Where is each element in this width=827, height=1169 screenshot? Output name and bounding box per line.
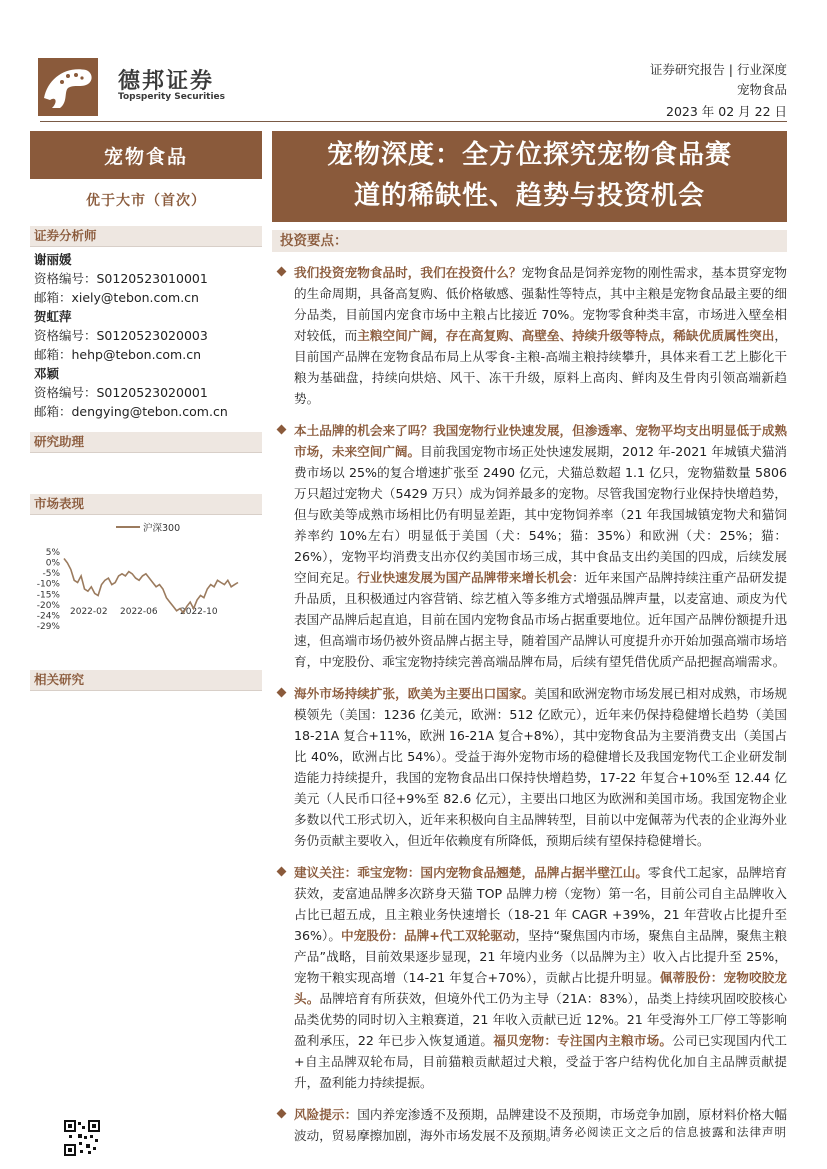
y-tick-label: -15% <box>36 590 60 601</box>
point-paragraph: 风险提示：国内养宠渗透不及预期，品牌建设不及预期，市场竞争加剧，原材料价格大幅波动，贸易摩擦加剧，海外市场发展不及预期。 <box>272 1104 787 1146</box>
point-paragraph: 海外市场持续扩张，欧美为主要出口国家。美国和欧洲宠物市场发展已相对成熟，市场规模领先（美国：1236 亿美元，欧洲：512 亿欧元），近年来仍保持稳健增长趋势（美国 18-21A 复合+11%，欧洲 16-21A 复合+8%），其中宠物食品为主要消费支出（美国占比 40%，欧洲占比 54%）。受益于海外宠物市场的稳健增长及我国宠物代工企业研发制造能力持续提升，我国的宠物食品出口保持快增趋势，17-22 年复合+10%至 12.44 亿美元（人民币口径+9%至 82.6 亿元），主要出口地区为欧洲和美国市场。我国宠物企业多数以代工形式切入，近年来积极向自主品牌转型，目前以中宠佩蒂为代表的企业海外业务仍贡献主要收入，但近年依赖度有所降低，预期后续有望保持稳健增长。 <box>272 683 787 851</box>
market-performance-chart <box>30 516 262 636</box>
analyst-email[interactable]: 邮箱：hehp@tebon.com.cn <box>34 347 202 362</box>
market-section-header <box>30 494 262 515</box>
assistant-title: 研究助理 <box>34 434 85 449</box>
analyst-email[interactable]: 邮箱：dengying@tebon.com.cn <box>34 404 228 419</box>
analyst-cert: 资格编号：S0120523020001 <box>34 385 208 400</box>
analysts-list <box>34 250 262 421</box>
point-paragraph: 本土品牌的机会来了吗？我国宠物行业快速发展，但渗透率、宠物平均支出明显低于成熟市场，未来空间广阔。目前我国宠物市场正处快速发展期，2012 年-2021 年城镇犬猫消费市场以 25%的复合增速扩张至 2490 亿元，犬猫总数超 1.1 亿只，宠物猫数量 5806 万只超过宠物犬（5429 万只）成为饲养最多的宠物。尽管我国宠物行业保持快增趋势，但与欧美等成熟市场相比仍有明显差距，其中宠物饲养率（21 年我国城镇宠物犬和猫饲养率约 10%左右）明显低于美国（犬：54%；猫：35%）和欧洲（犬：25%；猫：26%），宠物平均消费支出亦仅约美国市场三成，其中食品支出约美国的四成，后续发展空间充足。行业快速发展为国产品牌带来增长机会：近年来国产品牌持续注重产品研发提升品质，且积极通过内容营销、综艺植入等多维方式增强品牌声量，以麦富迪、顽皮为代表国产品牌后起直追，目前在国内宠物食品市场占据重要地位。近年国产品牌份额提升迅速，但高端市场仍被外资品牌占据主导，随着国产品牌认可度提升亦开始加强高端市场培育，中宠股份、乖宝宠物持续完善高端品牌布局，后续有望凭借优质产品把握高端需求。 <box>272 420 787 672</box>
title-line-2: 道的稀缺性、趋势与投资机会 <box>353 181 705 211</box>
related-title: 相关研究 <box>34 672 85 687</box>
point-paragraph: 我们投资宠物食品时，我们在投资什么？宠物食品是饲养宠物的刚性需求，基本贯穿宠物的生命周期，具备高复购、低价格敏感、强黏性等特点，其中主粮是宠物食品最主要的细分品类，目前国内宠食市场中主粮占比接近 70%。宠物零食种类丰富，市场进入壁垒相对较低，而主粮空间广阔，存在高复购、高壁垒、持续升级等特点，稀缺优质属性突出，目前国产品牌在宠物食品布局上从零食-主粮-高端主粮持续攀升，具体来看工艺上膨化干粮为基础盘，持续向烘焙、风干、冻干升级，原料上高肉、鲜肉及生骨肉引领高端新趋势。 <box>272 262 787 409</box>
related-section-header <box>30 670 262 691</box>
analyst-cert: 资格编号：S0120523020003 <box>34 328 208 343</box>
x-tick-label: 2022-06 <box>120 607 158 617</box>
legend-label: 沪深300 <box>143 523 181 534</box>
report-date: 2023 年 02 月 22 日 <box>666 104 787 119</box>
qr-code-icon <box>64 1120 100 1156</box>
report-type: 证券研究报告 | 行业深度 <box>649 62 787 77</box>
analyst-name: 谢丽媛 <box>34 252 72 267</box>
key-points-header <box>272 230 787 252</box>
diamond-bullet-icon <box>277 1109 287 1119</box>
y-tick-label: -29% <box>36 622 60 632</box>
assistant-section-header <box>30 432 262 453</box>
y-tick-label: -24% <box>36 611 60 622</box>
y-tick-label: 5% <box>45 548 60 558</box>
analysts-section-header <box>30 226 262 247</box>
key-points-body <box>272 262 787 1157</box>
rating-label: 优于大市（首次） <box>86 193 206 209</box>
title-line-1: 宠物深度：全方位探究宠物食品赛 <box>326 140 732 170</box>
brand-logo <box>38 58 98 116</box>
footer-disclaimer: 请务必阅读正文之后的信息披露和法律声明 <box>549 1125 787 1139</box>
header-divider <box>40 121 787 122</box>
analyst-name: 贺虹萍 <box>34 309 72 324</box>
analyst-email[interactable]: 邮箱：xiely@tebon.com.cn <box>34 290 199 305</box>
y-tick-label: -20% <box>36 600 60 611</box>
market-title: 市场表现 <box>34 496 85 511</box>
diamond-bullet-icon <box>277 425 287 435</box>
y-tick-label: 0% <box>45 558 60 569</box>
report-title <box>272 131 787 222</box>
y-tick-label: -5% <box>42 569 60 580</box>
y-tick-label: -10% <box>36 579 60 590</box>
diamond-bullet-icon <box>277 688 287 698</box>
analyst-cert: 资格编号：S0120523010001 <box>34 271 208 286</box>
point-paragraph: 建议关注：乖宝宠物：国内宠物食品翘楚，品牌占据半壁江山。零食代工起家，品牌培育获效，麦富迪品牌多次跻身天猫 TOP 品牌力榜（宠物）第一名，目前公司自主品牌收入占比已超五成，且主粮业务快速增长（18-21 年 CAGR +39%，21 年营收占比提升至 36%）。中宠股份：品牌+代工双轮驱动，坚持“聚焦国内市场，聚焦自主品牌，聚焦主粮产品”战略，目前效果逐步显现，21 年境内业务（以品牌为主）收入占比提升至 25%，宠物干粮实现高增（14-21 年复合+70%），贡献占比提升明显。佩蒂股份：宠物咬胶龙头。品牌培育有所获效，但境外代工仍为主导（21A：83%），品类上持续巩固咬胶核心品类优势的同时切入主粮赛道，21 年收入贡献已近 12%。21 年受海外工厂停工等影响盈利承压，22 年已步入恢复通道。福贝宠物：专注国内主粮市场。公司已实现国内代工+自主品牌双轮布局，目前猫粮贡献超过犬粮，受益于客户结构优化加自主品牌贡献提升，盈利能力持续提振。 <box>272 862 787 1093</box>
category-box: 宠物食品 <box>30 131 262 179</box>
key-points-title: 投资要点： <box>280 233 348 249</box>
diamond-bullet-icon <box>277 267 287 277</box>
diamond-bullet-icon <box>277 867 287 877</box>
brand-name-cn: 德邦证券 <box>118 69 215 94</box>
leopard-logo-icon <box>38 58 98 116</box>
brand-name-en: Topsperity Securities <box>118 92 225 102</box>
analyst-name: 邓颖 <box>34 366 60 381</box>
x-tick-label: 2022-02 <box>70 607 108 617</box>
industry-label: 宠物食品 <box>736 82 787 97</box>
series-line-hs300 <box>64 559 238 613</box>
x-tick-label: 2022-10 <box>180 607 218 617</box>
analysts-title: 证券分析师 <box>34 228 97 243</box>
